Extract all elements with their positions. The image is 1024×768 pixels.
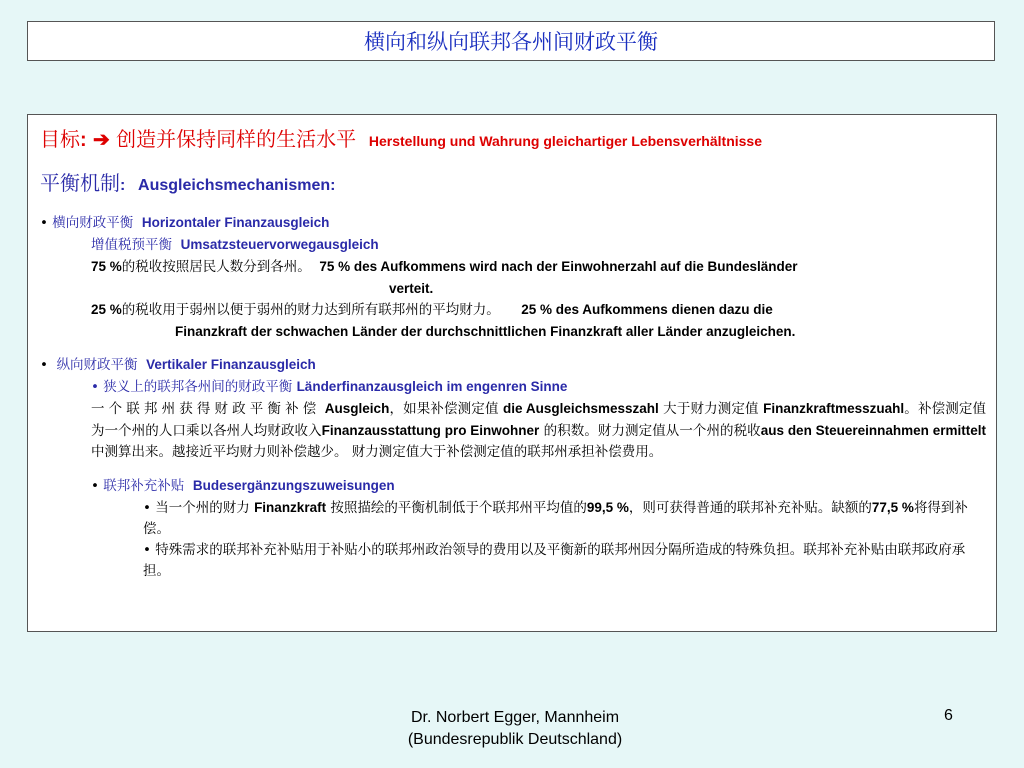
bullet-icon: • bbox=[143, 542, 151, 558]
narrow-de: Länderfinanzausgleich im engenren Sinne bbox=[296, 379, 568, 394]
p25-zh: 的税收用于弱州以便于弱州的财力达到所有联邦州的平均财力。 bbox=[121, 302, 500, 318]
footer bbox=[330, 707, 700, 751]
page-number: 6 bbox=[944, 707, 953, 724]
para-t2: Ausgleich bbox=[324, 401, 390, 416]
para-t5: 大于财力测定值 bbox=[663, 401, 759, 417]
goal-label: 目标 bbox=[40, 127, 80, 151]
para-t3: ，如果补偿测定值 bbox=[389, 401, 499, 417]
item2-text: 特殊需求的联邦补充补贴用于补贴小的联邦州政治领导的费用以及平衡新的联邦州因分隔所造成的特殊负担。联邦补充补贴由联邦政府承担。 bbox=[143, 542, 966, 579]
bullet-icon: • bbox=[91, 379, 99, 395]
narrow-heading bbox=[40, 376, 986, 398]
mechanism-colon: : bbox=[120, 177, 126, 194]
bullet-icon: • bbox=[91, 478, 99, 494]
item1-t7: 将得到补偿。 bbox=[143, 500, 968, 537]
horizontal-heading bbox=[40, 212, 986, 234]
content-box bbox=[27, 114, 997, 632]
p25-de-cont-text: Finanzkraft der schwachen Länder der durchschnittlichen Finanzkraft aller Länder anzugleichen. bbox=[175, 324, 796, 339]
goal-colon: : bbox=[80, 129, 87, 151]
goal-line bbox=[40, 125, 986, 155]
item1-t4: 99,5 % bbox=[586, 500, 629, 515]
mechanism-label-de: Ausgleichsmechanismen: bbox=[138, 177, 336, 194]
para-t7: 。补偿测定值为一个州的人口乘以各州人均财政收入 bbox=[91, 401, 987, 439]
para-t11: 中测算出来。越接近平均财力则补偿越少。 财力测定值大于补偿测定值的联邦州承担补偿费用。 bbox=[91, 444, 663, 460]
p75-pct: 75 % bbox=[91, 259, 122, 274]
item1-t1: 当一个州的财力 bbox=[155, 500, 250, 516]
supplement-de: Budesergänzungszuweisungen bbox=[192, 478, 395, 493]
p75-de-cont bbox=[40, 278, 986, 299]
para-t1: 一个联邦州获得财政平衡补偿 bbox=[91, 401, 321, 417]
vertical-title-zh: 纵向财政平衡 bbox=[56, 357, 138, 373]
item1-t5: ，则可获得普通的联邦补充补贴。缺额的 bbox=[628, 500, 872, 516]
p75-de: 75 % des Aufkommens wird nach der Einwohnerzahl auf die Bundesländer bbox=[319, 259, 798, 274]
p25-de-cont bbox=[40, 321, 986, 342]
vertical-heading bbox=[40, 354, 986, 376]
supplement-zh: 联邦补充补贴 bbox=[103, 478, 185, 494]
item1-t6: 77,5 % bbox=[871, 500, 914, 515]
narrow-zh: 狭义上的联邦各州间的财政平衡 bbox=[103, 379, 293, 395]
goal-text-de: Herstellung und Wahrung gleichartiger Lebensverhältnisse bbox=[368, 133, 762, 149]
para-t6: Finanzkraftmesszuahl bbox=[763, 401, 905, 416]
para-t4: die Ausgleichsmesszahl bbox=[503, 401, 659, 416]
p75-de-cont-text: verteit. bbox=[389, 281, 434, 296]
supplement-item-2 bbox=[40, 540, 986, 582]
horizontal-title-zh: 横向财政平衡 bbox=[52, 215, 134, 231]
item1-t2: Finanzkraft bbox=[254, 500, 327, 515]
arrow-right-icon: ➔ bbox=[93, 129, 110, 151]
p25-line bbox=[40, 299, 986, 321]
horizontal-title-de: Horizontaler Finanzausgleich bbox=[141, 215, 330, 230]
vat-heading bbox=[40, 234, 986, 256]
para-t9: 的积数。财力测定值从一个州的税收 bbox=[543, 423, 761, 439]
para-t10: aus den Steuereinnahmen ermittelt bbox=[760, 423, 986, 438]
supplement-heading bbox=[40, 475, 986, 497]
p25-pct: 25 % bbox=[91, 302, 122, 317]
slide-title-box bbox=[27, 21, 995, 61]
vertical-paragraph bbox=[40, 398, 986, 463]
mechanism-label-zh: 平衡机制 bbox=[40, 171, 120, 195]
bullet-icon: • bbox=[40, 215, 48, 231]
bullet-icon: • bbox=[143, 500, 151, 516]
goal-text-zh: 创造并保持同样的生活水平 bbox=[116, 127, 357, 151]
footer-author: Dr. Norbert Egger, Mannheim bbox=[410, 709, 620, 726]
vat-de: Umsatzsteuervorwegausgleich bbox=[180, 237, 379, 252]
p75-zh: 的税收按照居民人数分到各州。 bbox=[121, 259, 311, 275]
vertical-title-de: Vertikaler Finanzausgleich bbox=[146, 357, 316, 372]
bullet-icon: • bbox=[40, 357, 48, 373]
slide-title: 横向和纵向联邦各州间财政平衡 bbox=[364, 30, 658, 54]
item1-t3: 按照描绘的平衡机制低于个联邦州平均值的 bbox=[330, 500, 587, 516]
para-t8: Finanzausstattung pro Einwohner bbox=[321, 423, 540, 438]
mechanism-line bbox=[40, 169, 986, 200]
vat-zh: 增值税预平衡 bbox=[91, 237, 172, 253]
p25-de: 25 % des Aufkommens dienen dazu die bbox=[521, 302, 773, 317]
p75-line bbox=[40, 256, 986, 278]
supplement-item-1 bbox=[40, 497, 986, 540]
footer-country: (Bundesrepublik Deutschland) bbox=[407, 731, 623, 748]
